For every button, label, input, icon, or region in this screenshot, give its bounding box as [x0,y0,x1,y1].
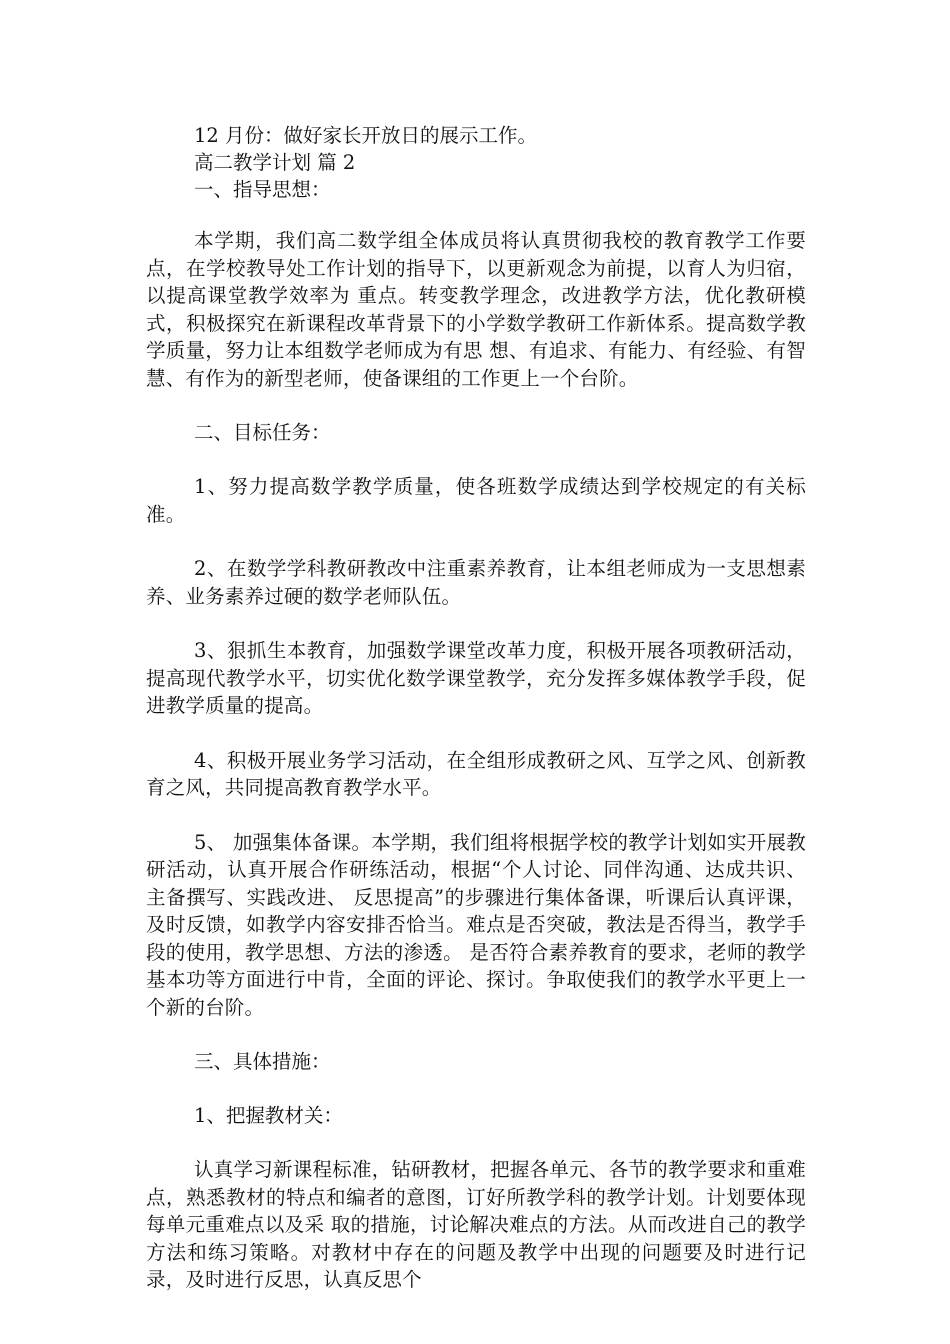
paragraph-guiding-ideas: 本学期，我们高二数学组全体成员将认真贯彻我校的教育教学工作要点，在学校教导处工作计划的指导下，以更新观念为前提，以育人为归宿，以提高课堂教学效率为 重点。转变教学理念，改进教学方法，优化教研模式，积极探究在新课程改革背景下的小学数学教研工作新体系。提高数学教学质量，努力让本组数学老师成为有思 想、有追求、有能力、有经验、有智慧、有作为的新型老师，使备课组的工作更上一个台阶。 [146,229,806,390]
goal-item-5: 5、 加强集体备课。本学期，我们组将根据学校的教学计划如实开展教研活动，认真开展合作研练活动，根据“个人讨论、同伴沟通、达成共识、主备撰写、实践改进、 反思提高”的步骤进行集体备课，听课后认真评课，及时反馈，如教学内容安排否恰当。难点是否突破，教法是否得当，教学手段的使用，教学思想、方法的渗透。 是否符合素养教育的要求，老师的教学基本功等方面进行中肯，全面的评论、探讨。争取使我们的教学水平更上一个新的台阶。 [146,830,806,1019]
document-body [146,122,806,1294]
heading-goals: 二、目标任务： [194,421,331,444]
goal-item-1: 1、努力提高数学教学质量，使各班数学成绩达到学校规定的有关标准。 [146,475,806,526]
intro-line: 12 月份：做好家长开放日的展示工作。 [194,124,538,147]
section-title: 高二教学计划 篇 2 [194,151,356,174]
goal-item-4: 4、积极开展业务学习活动，在全组形成教研之风、互学之风、创新教育之风，共同提高教育教学水平。 [146,748,806,799]
goal-item-2: 2、在数学学科教研教改中注重素养教育，让本组老师成为一支思想素养、业务素养过硬的数学老师队伍。 [146,557,806,608]
heading-guiding-ideas: 一、指导思想： [194,178,331,201]
measure-1-title: 1、把握教材关： [194,1104,343,1127]
goal-item-3: 3、狠抓生本教育，加强数学课堂改革力度，积极开展各项教研活动，提高现代教学水平，切实优化数学课堂教学，充分发挥多媒体教学手段，促进教学质量的提高。 [146,639,806,717]
heading-measures: 三、具体措施： [194,1050,331,1073]
measure-1-text: 认真学习新课程标准，钻研教材，把握各单元、各节的教学要求和重难点，熟悉教材的特点和编者的意图，订好所教学科的教学计划。计划要体现每单元重难点以及采 取的措施，讨论解决难点的方法。从而改进自己的教学方法和练习策略。对教材中存在的问题及教学中出现的问题要及时进行记录，及时进行反思，认真反思个 [146,1158,806,1291]
